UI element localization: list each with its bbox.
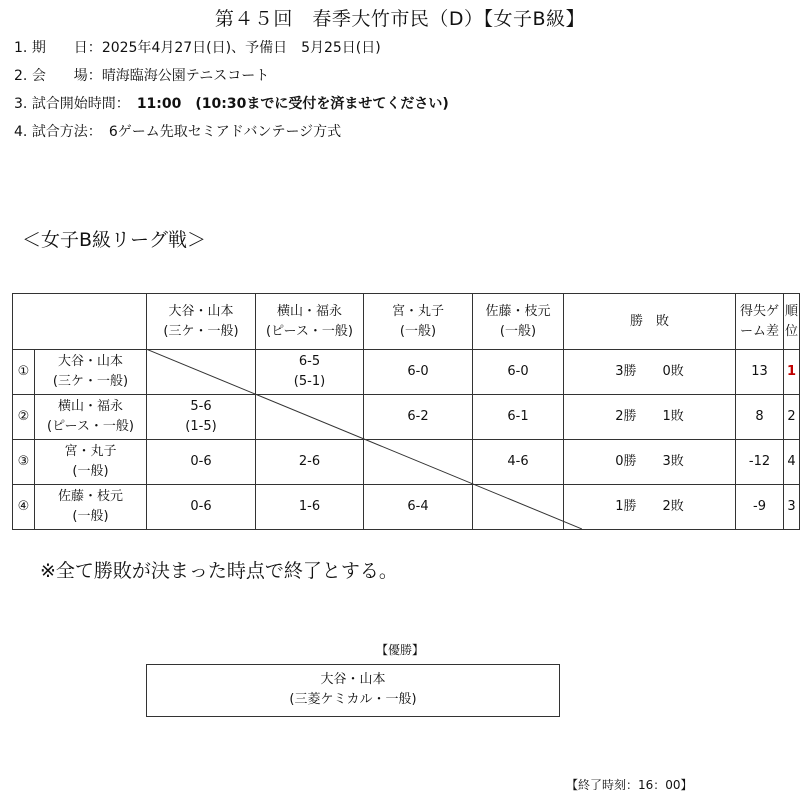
row-number: ② — [13, 395, 35, 440]
col-header: 佐藤・枝元 (一般) — [473, 294, 564, 350]
info-venue — [14, 65, 269, 85]
info-date — [14, 37, 381, 57]
col-header: 横山・福永 (ピース・一般) — [256, 294, 364, 350]
champion-names: 大谷・山本 — [320, 672, 386, 687]
info-label: 試合開始時間： — [31, 96, 137, 112]
rank-cell: 4 — [784, 440, 800, 485]
info-num: 3. — [14, 96, 32, 112]
row-team: 佐藤・枝元 (一般) — [35, 485, 147, 530]
info-num: 1. — [14, 40, 32, 56]
col-header: 大谷・山本 (三ケ・一般) — [147, 294, 256, 350]
champion-box — [146, 664, 560, 717]
note-text: ※全て勝敗が決まった時点で終了とする。 — [40, 560, 398, 582]
score-cell: 0-6 — [147, 485, 256, 530]
score-cell: 1-6 — [256, 485, 364, 530]
score-cell: 0-6 — [147, 440, 256, 485]
row-team: 横山・福永 (ピース・一般) — [35, 395, 147, 440]
record-cell: 2勝 1敗 — [564, 395, 736, 440]
info-value: 晴海臨海公園テニスコート — [101, 68, 270, 84]
record-cell: 0勝 3敗 — [564, 440, 736, 485]
score-cell: 5-6 (1-5) — [147, 395, 256, 440]
info-label: 期 日： — [31, 40, 102, 56]
league-title: ＜女子B級リーグ戦＞ — [22, 229, 207, 251]
rank-cell: 2 — [784, 395, 800, 440]
page-title: 第４５回 春季大竹市民（D）【女子B級】 — [214, 8, 586, 30]
info-label: 会 場： — [31, 68, 102, 84]
rank-header: 順位 — [784, 294, 800, 350]
info-label: 試合方法： — [31, 124, 109, 140]
score-cell: 4-6 — [473, 440, 564, 485]
info-value: 6ゲーム先取セミアドバンテージ方式 — [108, 124, 342, 140]
diagonal-line — [146, 349, 582, 529]
record-cell: 1勝 2敗 — [564, 485, 736, 530]
diff-cell: -12 — [736, 440, 784, 485]
info-num: 2. — [14, 68, 32, 84]
info-value: 11:00 (10:30までに受付を済ませてください) — [136, 96, 449, 112]
info-num: 4. — [14, 124, 32, 140]
champion-label: 【優勝】 — [375, 643, 424, 657]
score-cell: 6-0 — [473, 350, 564, 395]
col-header: 宮・丸子 (一般) — [364, 294, 473, 350]
rank-cell: 3 — [784, 485, 800, 530]
corner-cell — [13, 294, 147, 350]
row-number: ④ — [13, 485, 35, 530]
diff-cell: -9 — [736, 485, 784, 530]
record-header: 勝 敗 — [564, 294, 736, 350]
score-cell: 6-4 — [364, 485, 473, 530]
row-team: 宮・丸子 (一般) — [35, 440, 147, 485]
info-method — [14, 121, 341, 141]
end-time: 【終了時刻：16：00】 — [566, 778, 693, 792]
score-cell: 6-1 — [473, 395, 564, 440]
champion-club: (三菱ケミカル・一般) — [289, 692, 417, 707]
score-cell: 6-0 — [364, 350, 473, 395]
info-start-time — [14, 93, 449, 113]
diff-cell: 13 — [736, 350, 784, 395]
row-number: ③ — [13, 440, 35, 485]
diff-cell: 8 — [736, 395, 784, 440]
score-cell: 2-6 — [256, 440, 364, 485]
rank-cell: 1 — [784, 350, 800, 395]
diff-header: 得失ゲーム差 — [736, 294, 784, 350]
score-cell: 6-5 (5-1) — [256, 350, 364, 395]
row-number: ① — [13, 350, 35, 395]
record-cell: 3勝 0敗 — [564, 350, 736, 395]
row-team: 大谷・山本 (三ケ・一般) — [35, 350, 147, 395]
score-cell: 6-2 — [364, 395, 473, 440]
table-header-row — [13, 294, 800, 350]
info-value: 2025年4月27日(日)、予備日 5月25日(日) — [101, 40, 381, 56]
